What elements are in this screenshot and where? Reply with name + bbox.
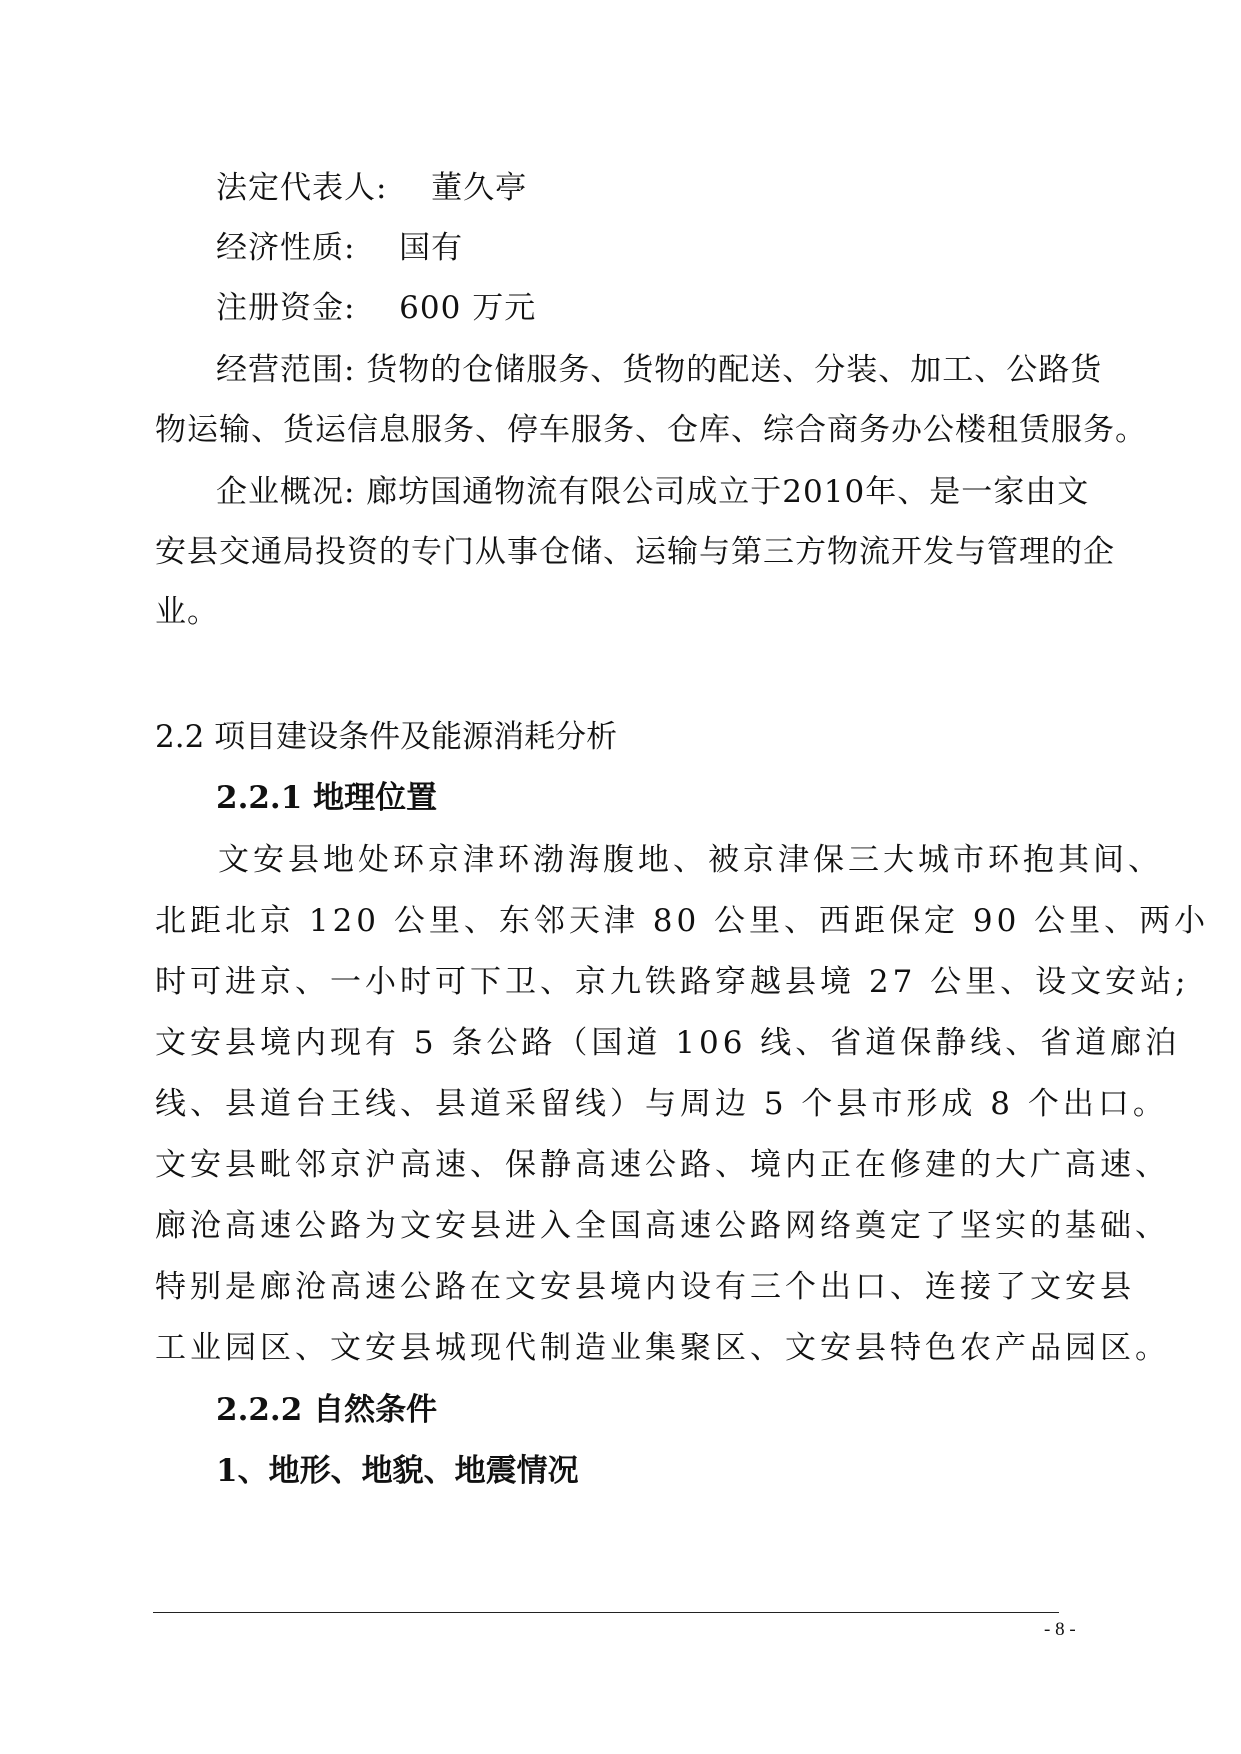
overview-line-1: 企业概况: 廊坊国通物流有限公司成立于2010年、是一家由文 xyxy=(216,474,1090,510)
footer-rule xyxy=(153,1612,1059,1613)
nature-label: 经济性质: xyxy=(216,230,356,266)
nature-line xyxy=(216,228,463,268)
terrain-subheading: 1、地形、地貌、地震情况 xyxy=(216,1453,579,1489)
location-line-5: 线、县道台王线、县道采留线）与周边 5 个县市形成 8 个出口。 xyxy=(155,1086,1168,1122)
capital-label: 注册资金: xyxy=(216,290,356,326)
legal-rep-value: 董久亭 xyxy=(431,170,528,206)
capital-line xyxy=(216,288,536,328)
section-2-2-title: 2.2 项目建设条件及能源消耗分析 xyxy=(155,719,618,755)
section-2-2-2-title: 2.2.2 自然条件 xyxy=(216,1392,438,1428)
location-line-4: 文安县境内现有 5 条公路（国道 106 线、省道保静线、省道廊泊 xyxy=(155,1025,1181,1061)
scope-line-1: 经营范围: 货物的仓储服务、货物的配送、分装、加工、公路货 xyxy=(216,352,1103,388)
nature-value: 国有 xyxy=(399,230,464,266)
capital-value: 600 万元 xyxy=(399,290,537,326)
overview-line-3: 业。 xyxy=(155,594,219,630)
location-line-9: 工业园区、文安县城现代制造业集聚区、文安县特色农产品园区。 xyxy=(155,1330,1170,1366)
location-line-6: 文安县毗邻京沪高速、保静高速公路、境内正在修建的大广高速、 xyxy=(155,1147,1170,1183)
location-line-7: 廊沧高速公路为文安县进入全国高速公路网络奠定了坚实的基础、 xyxy=(155,1208,1170,1244)
location-line-8: 特别是廊沧高速公路在文安县境内设有三个出口、连接了文安县 xyxy=(155,1269,1135,1305)
legal-rep-line xyxy=(216,168,527,208)
location-line-3: 时可进京、一小时可下卫、京九铁路穿越县境 27 公里、设文安站; xyxy=(155,964,1190,1000)
scope-line-2: 物运输、货运信息服务、停车服务、仓库、综合商务办公楼租赁服务。 xyxy=(155,412,1147,448)
location-line-2: 北距北京 120 公里、东邻天津 80 公里、西距保定 90 公里、两小 xyxy=(155,903,1210,939)
section-2-2-1-title: 2.2.1 地理位置 xyxy=(216,780,438,816)
overview-line-2: 安县交通局投资的专门从事仓储、运输与第三方物流开发与管理的企 xyxy=(155,534,1115,570)
legal-rep-label: 法定代表人: xyxy=(216,170,388,206)
page-number: - 8 - xyxy=(1044,1619,1076,1640)
location-line-1: 文安县地处环京津环渤海腹地、被京津保三大城市环抱其间、 xyxy=(218,842,1163,878)
